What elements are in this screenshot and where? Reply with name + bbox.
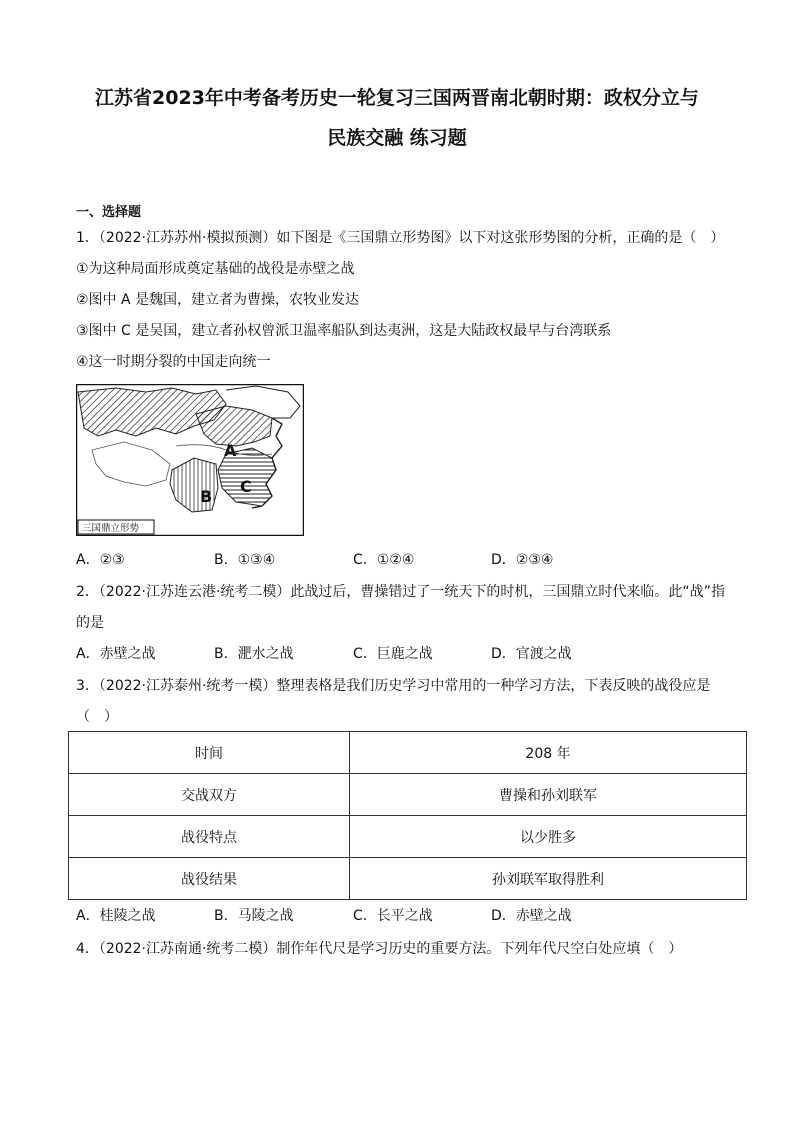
- q2-option-a[interactable]: A．赤壁之战: [76, 646, 156, 662]
- table-cell: 208 年: [350, 732, 747, 774]
- table-cell: 战役特点: [69, 816, 350, 858]
- table-row: [69, 774, 747, 816]
- table-cell: 战役结果: [69, 858, 350, 900]
- section-heading: 一、选择题: [76, 205, 142, 220]
- question-2-stem-line1: 2．（2022·江苏连云港·统考二模）此战过后，曹操错过了一统天下的时机，三国鼎立时代来临。此“战”指: [76, 584, 725, 600]
- q2-option-c[interactable]: C．巨鹿之战: [353, 646, 433, 662]
- document-title-line1: 江苏省2023年中考备考历史一轮复习三国两晋南北朝时期：政权分立与: [95, 87, 699, 109]
- table-cell: 以少胜多: [350, 816, 747, 858]
- question-1-stem: 1．（2022·江苏苏州·模拟预测）如下图是《三国鼎立形势图》以下对这张形势图的分析，正确的是（ ）: [76, 230, 725, 246]
- q1-option-c[interactable]: C．①②④: [353, 552, 415, 568]
- question-1-statement-4: ④这一时期分裂的中国走向统一: [76, 354, 271, 370]
- table-cell: 曹操和孙刘联军: [350, 774, 747, 816]
- document-title-line2: 民族交融 练习题: [327, 127, 467, 149]
- question-3-stem-line1: 3．（2022·江苏泰州·统考一模）整理表格是我们历史学习中常用的一种学习方法，下表反映的战役应是: [76, 678, 711, 694]
- question-1-statement-1: ①为这种局面形成奠定基础的战役是赤壁之战: [76, 261, 355, 277]
- map-label-c: C: [240, 477, 252, 496]
- question-3-stem-line2: （ ）: [76, 709, 118, 725]
- battle-info-table: [68, 731, 747, 900]
- table-row: [69, 858, 747, 900]
- table-row: [69, 816, 747, 858]
- question-4-stem: 4．（2022·江苏南通·统考二模）制作年代尺是学习历史的重要方法。下列年代尺空白处应填（ ）: [76, 941, 683, 957]
- q3-option-a[interactable]: A．桂陵之战: [76, 908, 156, 924]
- table-row: [69, 732, 747, 774]
- q2-option-d[interactable]: D．官渡之战: [491, 646, 572, 662]
- q2-option-b[interactable]: B．淝水之战: [214, 646, 294, 662]
- q1-option-d[interactable]: D．②③④: [491, 552, 554, 568]
- q3-option-b[interactable]: B．马陵之战: [214, 908, 294, 924]
- table-cell: 孙刘联军取得胜利: [350, 858, 747, 900]
- q3-option-c[interactable]: C．长平之战: [353, 908, 433, 924]
- map-label-b: B: [200, 487, 213, 506]
- q1-option-a[interactable]: A．②③: [76, 552, 125, 568]
- question-1-statement-2: ②图中 A 是魏国，建立者为曹操，农牧业发达: [76, 292, 360, 308]
- table-cell: 交战双方: [69, 774, 350, 816]
- question-1-statement-3: ③图中 C 是吴国，建立者孙权曾派卫温率船队到达夷洲，这是大陆政权最早与台湾联系: [76, 323, 612, 339]
- map-label-a: A: [224, 441, 237, 460]
- q3-option-d[interactable]: D．赤壁之战: [491, 908, 572, 924]
- three-kingdoms-map: [76, 384, 304, 536]
- q1-option-b[interactable]: B．①③④: [214, 552, 276, 568]
- map-caption: 三国鼎立形势: [82, 523, 140, 534]
- question-2-stem-line2: 的是: [76, 615, 104, 631]
- table-cell: 时间: [69, 732, 350, 774]
